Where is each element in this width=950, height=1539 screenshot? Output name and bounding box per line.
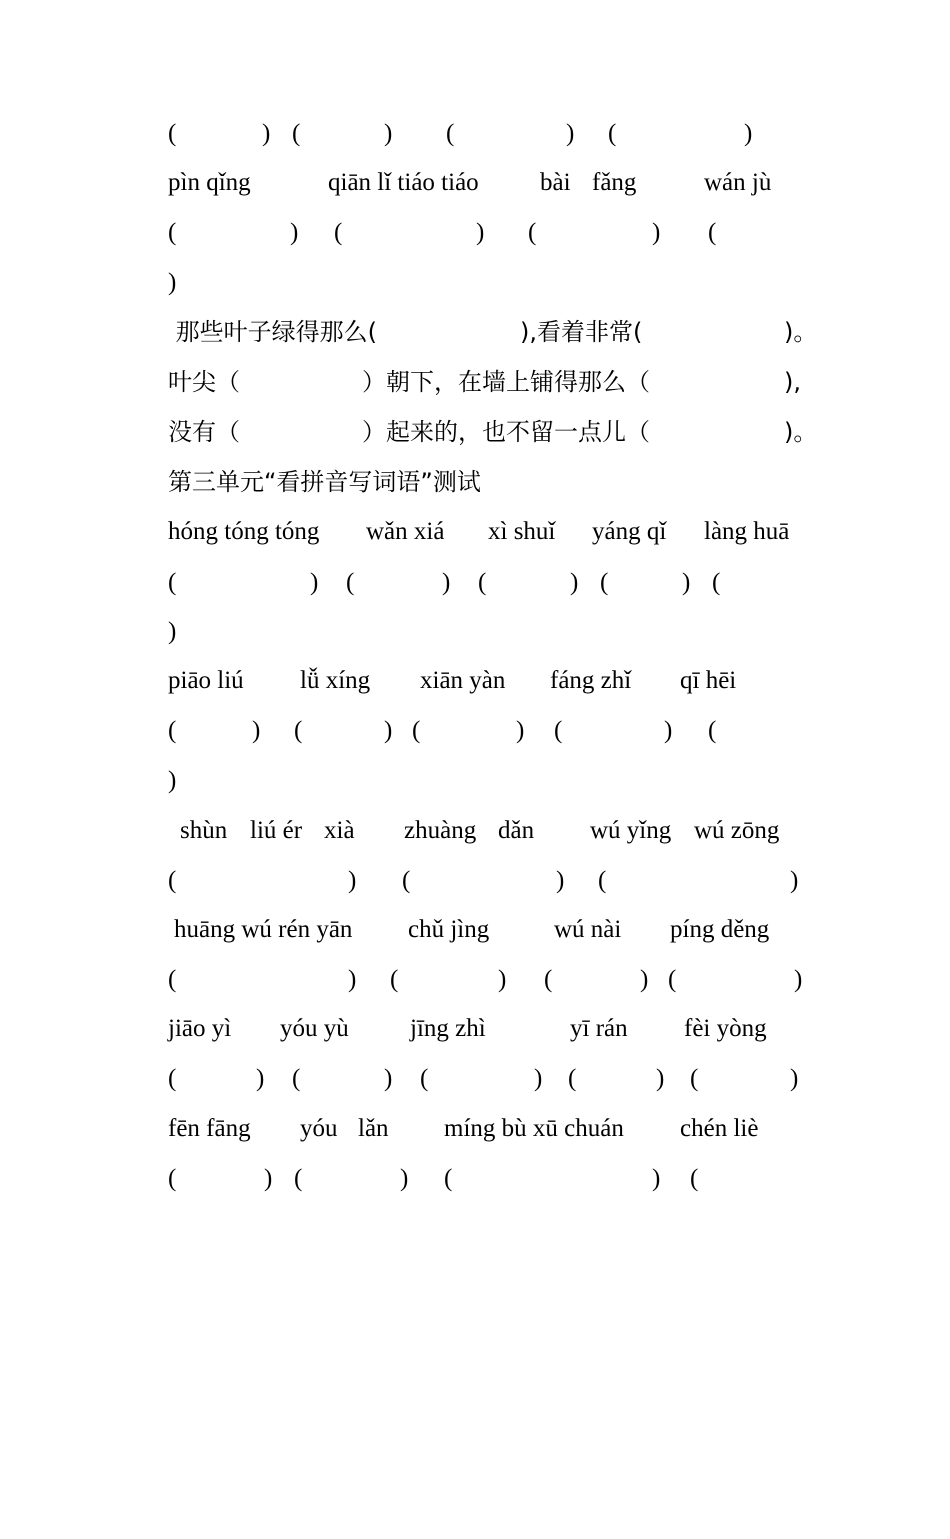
pinyin-word: wú yǐng: [590, 817, 672, 844]
open-paren: (: [168, 717, 177, 744]
close-paren: ): [384, 120, 393, 147]
close-paren: ): [384, 717, 393, 744]
pinyin-word: lǎn: [358, 1115, 389, 1142]
pinyin-word: xì shuǐ: [488, 518, 556, 545]
sentence-line: [168, 412, 828, 452]
open-paren: (: [544, 966, 553, 993]
answer-paren-row: [168, 1159, 828, 1199]
pinyin-row: [168, 163, 828, 203]
open-paren: (: [292, 120, 301, 147]
open-paren: (: [568, 1065, 577, 1092]
open-paren: (: [168, 966, 177, 993]
open-paren: (: [708, 717, 717, 744]
open-paren: (: [294, 1165, 303, 1192]
pinyin-word: qiān lǐ tiáo tiáo: [328, 169, 479, 196]
close-paren: ): [516, 717, 525, 744]
open-paren: (: [402, 867, 411, 894]
close-paren: ): [790, 867, 799, 894]
sentence-text: ),: [784, 368, 801, 396]
pinyin-word: pìn qǐng: [168, 169, 251, 196]
pinyin-word: jīng zhì: [410, 1015, 486, 1042]
sentence-text: ）朝下，在墙上铺得那么（: [362, 368, 650, 396]
open-paren: (: [420, 1065, 429, 1092]
close-paren: ): [570, 569, 579, 596]
close-paren: ): [168, 767, 177, 794]
pinyin-row: [168, 512, 828, 552]
close-paren: ): [348, 966, 357, 993]
pinyin-word: huāng wú rén yān: [174, 916, 353, 943]
open-paren: (: [412, 717, 421, 744]
open-paren: (: [444, 1165, 453, 1192]
answer-paren-row: [168, 761, 828, 801]
sentence-line: [168, 362, 828, 402]
pinyin-row: [168, 1009, 828, 1049]
close-paren: ): [498, 966, 507, 993]
section-heading: [168, 462, 828, 502]
pinyin-word: yóu: [300, 1115, 338, 1142]
close-paren: ): [534, 1065, 543, 1092]
close-paren: ): [682, 569, 691, 596]
pinyin-word: wú nài: [554, 916, 622, 943]
open-paren: (: [554, 717, 563, 744]
sentence-text: )。: [784, 418, 818, 446]
pinyin-row: [168, 661, 828, 701]
open-paren: (: [168, 1065, 177, 1092]
pinyin-word: píng děng: [670, 916, 770, 943]
sentence-text: ),看着非常(: [520, 318, 643, 346]
pinyin-word: jiāo yì: [168, 1015, 232, 1042]
sentence-text: 没有（: [168, 418, 240, 446]
close-paren: ): [664, 717, 673, 744]
open-paren: (: [690, 1165, 699, 1192]
open-paren: (: [390, 966, 399, 993]
open-paren: (: [528, 219, 537, 246]
close-paren: ): [168, 618, 177, 645]
answer-paren-row: [168, 1059, 828, 1099]
pinyin-word: yī rán: [570, 1015, 628, 1042]
pinyin-word: míng bù xū chuán: [444, 1115, 624, 1142]
pinyin-word: hóng tóng tóng: [168, 518, 320, 545]
pinyin-word: piāo liú: [168, 667, 244, 694]
pinyin-word: fǎng: [592, 169, 637, 196]
pinyin-row: [168, 811, 828, 851]
open-paren: (: [690, 1065, 699, 1092]
open-paren: (: [598, 867, 607, 894]
close-paren: ): [168, 269, 177, 296]
close-paren: ): [652, 1165, 661, 1192]
close-paren: ): [656, 1065, 665, 1092]
close-paren: ): [476, 219, 485, 246]
close-paren: ): [566, 120, 575, 147]
open-paren: (: [712, 569, 721, 596]
answer-paren-row: [168, 563, 828, 603]
sentence-text: 那些叶子绿得那么(: [168, 318, 377, 346]
pinyin-word: shùn: [180, 817, 228, 844]
close-paren: ): [290, 219, 299, 246]
pinyin-word: wǎn xiá: [366, 518, 445, 545]
pinyin-word: xiān yàn: [420, 667, 506, 694]
open-paren: (: [608, 120, 617, 147]
close-paren: ): [744, 120, 753, 147]
heading-text: 第三单元“看拼音写词语”测试: [168, 468, 481, 496]
open-paren: (: [446, 120, 455, 147]
pinyin-word: fēn fāng: [168, 1115, 251, 1142]
answer-paren-row: [168, 612, 828, 652]
close-paren: ): [384, 1065, 393, 1092]
pinyin-word: chǔ jìng: [408, 916, 490, 943]
close-paren: ): [442, 569, 451, 596]
close-paren: ): [794, 966, 803, 993]
open-paren: (: [168, 219, 177, 246]
open-paren: (: [168, 120, 177, 147]
pinyin-word: fèi yòng: [684, 1015, 767, 1042]
open-paren: (: [294, 717, 303, 744]
open-paren: (: [600, 569, 609, 596]
pinyin-row: [168, 910, 828, 950]
open-paren: (: [334, 219, 343, 246]
close-paren: ): [640, 966, 649, 993]
open-paren: (: [478, 569, 487, 596]
answer-paren-row: [168, 711, 828, 751]
close-paren: ): [262, 120, 271, 147]
answer-paren-row: [168, 263, 828, 303]
open-paren: (: [168, 569, 177, 596]
open-paren: (: [168, 867, 177, 894]
close-paren: ): [790, 1065, 799, 1092]
close-paren: ): [252, 717, 261, 744]
answer-paren-row: [168, 861, 828, 901]
sentence-line: [168, 312, 828, 352]
open-paren: (: [292, 1065, 301, 1092]
close-paren: ): [310, 569, 319, 596]
pinyin-row: [168, 1109, 828, 1149]
close-paren: ): [264, 1165, 273, 1192]
close-paren: ): [348, 867, 357, 894]
pinyin-word: fáng zhǐ: [550, 667, 632, 694]
pinyin-word: zhuàng: [404, 817, 477, 844]
answer-paren-row: [168, 114, 828, 154]
sentence-text: )。: [784, 318, 818, 346]
pinyin-word: qī hēi: [680, 667, 737, 694]
open-paren: (: [346, 569, 355, 596]
pinyin-word: xià: [324, 817, 355, 844]
pinyin-word: lǚ xíng: [300, 667, 371, 694]
close-paren: ): [556, 867, 565, 894]
pinyin-word: yóu yù: [280, 1015, 349, 1042]
answer-paren-row: [168, 960, 828, 1000]
close-paren: ): [400, 1165, 409, 1192]
answer-paren-row: [168, 213, 828, 253]
pinyin-word: làng huā: [704, 518, 790, 545]
pinyin-word: chén liè: [680, 1115, 759, 1142]
open-paren: (: [168, 1165, 177, 1192]
pinyin-word: yáng qǐ: [592, 518, 667, 545]
pinyin-word: bài: [540, 169, 571, 196]
sentence-text: 叶尖（: [168, 368, 240, 396]
pinyin-word: dǎn: [498, 817, 535, 844]
sentence-text: ）起来的，也不留一点儿（: [362, 418, 650, 446]
close-paren: ): [652, 219, 661, 246]
pinyin-word: wú zōng: [694, 817, 780, 844]
pinyin-word: liú ér: [250, 817, 303, 844]
close-paren: ): [256, 1065, 265, 1092]
open-paren: (: [708, 219, 717, 246]
open-paren: (: [668, 966, 677, 993]
pinyin-word: wán jù: [704, 169, 772, 196]
